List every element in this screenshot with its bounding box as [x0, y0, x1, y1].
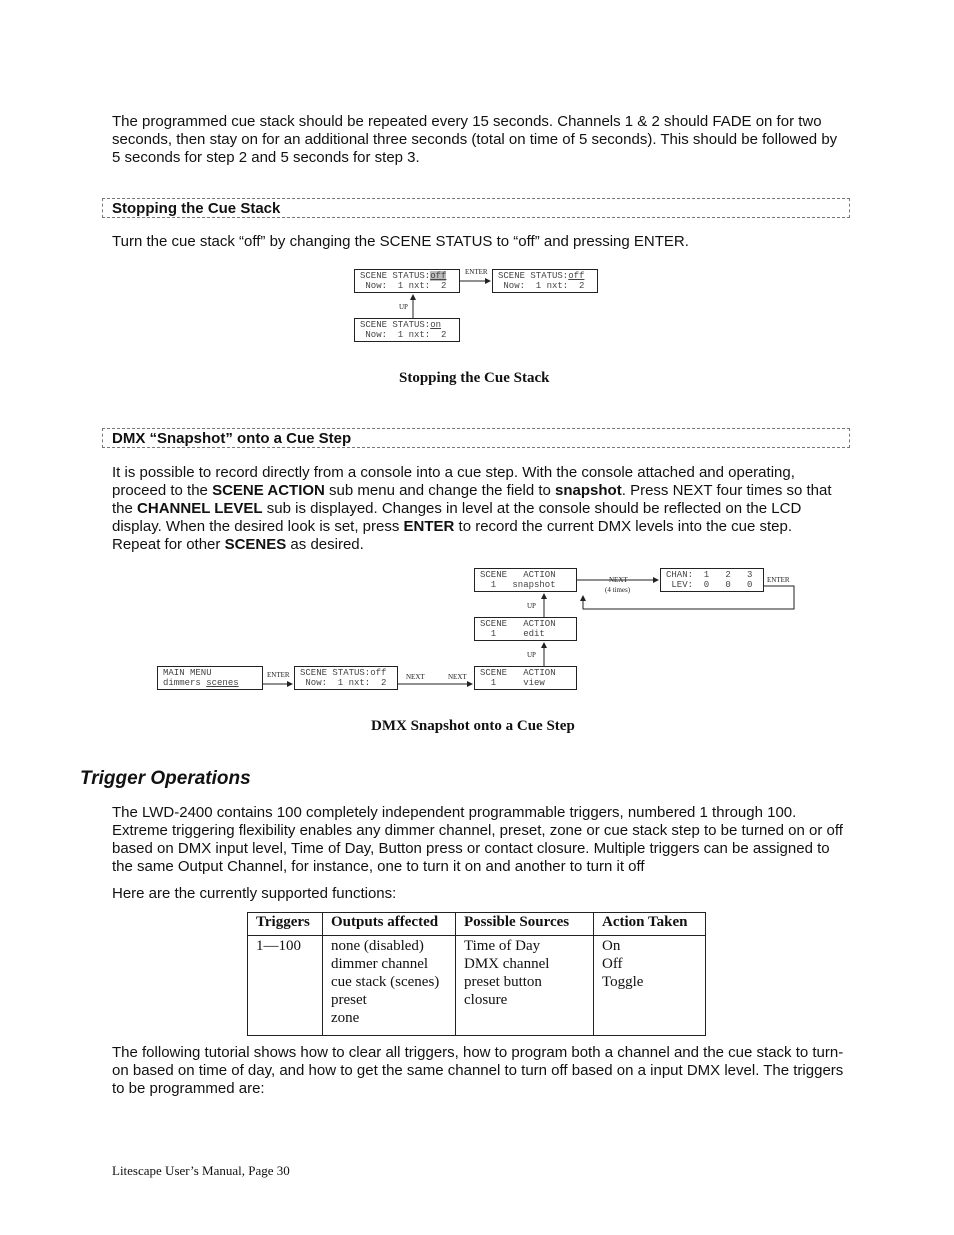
next-label: NEXT — [448, 673, 467, 681]
cell-text: DMX channel — [464, 956, 550, 972]
lcd-line-text: SCENE ACTION — [480, 570, 556, 580]
section-title-trigger: Trigger Operations — [80, 768, 251, 789]
lcd-line-text: CHAN: 1 2 3 — [666, 570, 753, 580]
lcd-line-text: 1 edit — [480, 629, 545, 639]
cell-text: 1—100 — [256, 938, 301, 954]
trigger-paragraph: The LWD-2400 contains 100 completely independent programmable triggers, numbered 1 through 100. Extreme triggering flexibility enables any dimmer channel, preset, zone or cue stack step to be turned on or off based on DMX input level, Time of Day, Button press or contact closure. Multiple triggers can be assigned to the same Output Channel, for instance, one to turn it on and another to turn it off — [112, 804, 843, 875]
text-run: as desired. — [286, 536, 364, 553]
lcd-line-text: 1 snapshot — [480, 580, 556, 590]
lcd-line-text: SCENE ACTION — [480, 668, 556, 678]
lcd-field-value: off — [430, 271, 447, 281]
enter-label: ENTER — [267, 671, 290, 679]
lcd-line-text: Now: 1 nxt: 2 — [360, 330, 447, 340]
bold-term: CHANNEL LEVEL — [137, 500, 263, 517]
lcd-line-text: MAIN MENU — [163, 668, 212, 678]
figure-caption-snapshot: DMX Snapshot onto a Cue Step — [371, 718, 575, 734]
text-run: to record the current DMX levels into the cue step. Repeat for other — [112, 518, 793, 553]
enter-label: ENTER — [767, 576, 790, 584]
cell-text: On — [602, 938, 621, 954]
column-header: Triggers — [248, 913, 323, 936]
cell-outputs — [323, 936, 456, 1036]
column-header: Possible Sources — [456, 913, 594, 936]
next-label: NEXT — [406, 673, 425, 681]
bold-term: snapshot — [555, 482, 622, 499]
up-label: UP — [399, 303, 408, 311]
cell-text: Time of Day — [464, 938, 541, 954]
stopping-paragraph: Turn the cue stack “off” by changing the SCENE STATUS to “off” and pressing ENTER. — [112, 233, 689, 250]
bold-term: SCENE ACTION — [212, 482, 325, 499]
column-header: Outputs affected — [323, 913, 456, 936]
section-heading-text: Stopping the Cue Stack — [112, 200, 281, 217]
next-label: NEXT — [609, 576, 628, 584]
bold-term: ENTER — [403, 518, 455, 535]
cell-actions — [594, 936, 706, 1036]
text-run: sub is displayed. Changes in level at the console should be reflected on the LCD display. When the desired look is set, press — [112, 500, 802, 535]
table-header-row — [248, 913, 706, 936]
text-run: . Press NEXT four times so that the — [112, 482, 832, 517]
up-label: UP — [527, 651, 536, 659]
cell-text: dimmer channel — [331, 956, 429, 972]
tutorial-paragraph: The following tutorial shows how to clear all triggers, how to program both a channel and the cue stack to turn-on based on time of day, and how to get the same channel to turn off based on a input DMX level. The triggers to be programmed are: — [112, 1044, 844, 1097]
cell-text: Off — [602, 956, 623, 972]
intro-paragraph: The programmed cue stack should be repeated every 15 seconds. Channels 1 & 2 should FADE on for two seconds, then stay on for an additional three seconds (total on time of 5 seconds). This should be followed by 5 seconds for step 2 and 5 seconds for step 3. — [112, 113, 838, 166]
lcd-line-text: SCENE ACTION — [480, 619, 556, 629]
lcd-field-value: off — [568, 271, 585, 281]
text-run: It is possible to record directly from a console into a cue step. With the console attached and operating, proceed to the — [112, 464, 795, 499]
cell-text: none (disabled) — [331, 938, 424, 954]
lcd-line-text: SCENE STATUS: — [360, 271, 431, 281]
lcd-line-text: SCENE STATUS: — [498, 271, 569, 281]
text-run: sub menu and change the field to — [324, 482, 556, 499]
column-header: Action Taken — [594, 913, 706, 936]
cell-text: Toggle — [602, 974, 644, 990]
lcd-line-text: Now: 1 nxt: 2 — [360, 281, 447, 291]
cell-sources — [456, 936, 594, 1036]
enter-label: ENTER — [465, 268, 488, 276]
lcd-field-value: scenes — [206, 678, 239, 688]
up-label: UP — [527, 602, 536, 610]
lcd-line-text: SCENE STATUS: — [360, 320, 431, 330]
table-row — [248, 936, 706, 1036]
lcd-line-text: SCENE STATUS:off — [300, 668, 387, 678]
lcd-field-value: on — [430, 320, 442, 330]
lcd-line-text: Now: 1 nxt: 2 — [498, 281, 585, 291]
arrow-enter-return — [583, 586, 794, 609]
cell-text: preset — [331, 992, 367, 1008]
lcd-line-text: dimmers — [163, 678, 207, 688]
four-times-label: (4 times) — [605, 586, 631, 594]
functions-intro: Here are the currently supported functions: — [112, 885, 397, 902]
section-heading-text: DMX “Snapshot” onto a Cue Step — [112, 430, 352, 447]
cell-triggers — [248, 936, 323, 1036]
cell-text: preset button — [464, 974, 542, 990]
lcd-line-text: 1 view — [480, 678, 545, 688]
cell-text: closure — [464, 992, 508, 1008]
functions-table — [247, 912, 706, 1036]
bold-term: SCENES — [224, 536, 287, 553]
lcd-line-text: Now: 1 nxt: 2 — [300, 678, 387, 688]
cell-text: cue stack (scenes) — [331, 974, 440, 990]
page-footer: Litescape User’s Manual, Page 30 — [112, 1163, 290, 1178]
figure-caption-stopping: Stopping the Cue Stack — [399, 370, 550, 386]
cell-text: zone — [331, 1010, 360, 1026]
lcd-line-text: LEV: 0 0 0 — [666, 580, 753, 590]
